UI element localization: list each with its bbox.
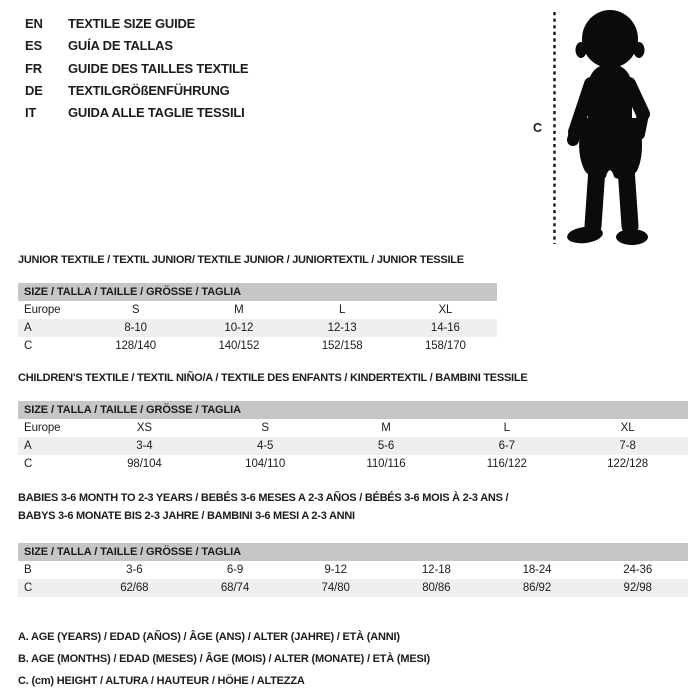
size-header-bar: SIZE / TALLA / TAILLE / GRÖSSE / TAGLIA [18, 283, 497, 301]
size-cell: L [338, 304, 346, 316]
language-row-fr [25, 58, 248, 80]
row-label: C [24, 582, 33, 594]
table-title: JUNIOR TEXTILE / TEXTIL JUNIOR/ TEXTILE JUNIOR / JUNIORTEXTIL / JUNIOR TESSILE [18, 254, 464, 266]
row-label: B [24, 564, 32, 576]
childrens-textile-table [18, 369, 688, 473]
height-cell: 104/110 [245, 458, 286, 470]
age-cell: 10-12 [224, 322, 254, 334]
height-cell: 122/128 [607, 458, 649, 470]
table-row [18, 579, 688, 597]
months-cell: 6-9 [226, 564, 244, 576]
age-cell: 14-16 [430, 322, 460, 334]
footnote-legend [18, 626, 430, 692]
language-row-de [25, 80, 248, 102]
spacer [18, 525, 688, 543]
table-row [18, 437, 688, 455]
language-code: DE [25, 82, 43, 98]
language-label: GUÍA DE TALLAS [68, 38, 173, 54]
size-cell: L [503, 422, 510, 434]
table-row [18, 419, 688, 437]
size-cell: S [131, 304, 140, 316]
table-title-line1: BABIES 3-6 MONTH TO 2-3 YEARS / BEBÉS 3-6 MESES A 2-3 AÑOS / BÉBÉS 3-6 MOIS À 2-3 ANS / [18, 492, 509, 504]
language-code: EN [25, 16, 43, 31]
language-row-en [25, 13, 248, 35]
table-title-line2: BABYS 3-6 MONATE BIS 2-3 JAHRE / BAMBINI 3-6 MESI A 2-3 ANNI [18, 510, 355, 522]
height-cell: 152/158 [321, 340, 363, 352]
language-list [25, 13, 248, 124]
height-cell: 68/74 [220, 582, 250, 594]
size-cell: XL [620, 422, 635, 434]
months-cell: 18-24 [522, 564, 552, 576]
age-cell: 3-4 [136, 440, 153, 452]
size-cell: S [261, 422, 269, 434]
height-measure-dashed-line [552, 12, 557, 244]
table-row [18, 319, 497, 337]
language-row-it [25, 102, 248, 124]
language-row-es [25, 35, 248, 57]
row-label: C [24, 458, 33, 470]
height-cell: 74/80 [321, 582, 350, 594]
table-title: CHILDREN'S TEXTILE / TEXTIL NIÑO/A / TEXTILE DES ENFANTS / KINDERTEXTIL / BAMBINI TESSILE [18, 372, 528, 384]
table-row [18, 301, 497, 319]
language-label: GUIDE DES TAILLES TEXTILE [68, 60, 249, 76]
height-cell: 98/104 [127, 458, 162, 470]
age-cell: 7-8 [619, 440, 636, 452]
size-header-bar: SIZE / TALLA / TAILLE / GRÖSSE / TAGLIA [18, 543, 688, 561]
months-cell: 12-18 [421, 564, 451, 576]
height-cell: 116/122 [486, 458, 527, 470]
height-measure-label: C [533, 121, 543, 135]
months-cell: 9-12 [324, 564, 347, 576]
language-label: TEXTILGRÖßENFÜHRUNG [68, 82, 230, 98]
footnote-c: C. (cm) HEIGHT / ALTURA / HAUTEUR / HÖHE / ALTEZZA [18, 675, 305, 687]
footnote-a: A. AGE (YEARS) / EDAD (AÑOS) / ÂGE (ANS) / ALTER (JAHRE) / ETÀ (ANNI) [18, 631, 400, 643]
language-label: GUIDA ALLE TAGLIE TESSILI [68, 105, 245, 121]
footnote-b: B. AGE (MONTHS) / EDAD (MESES) / ÂGE (MOIS) / ALTER (MONATE) / ETÀ (MESI) [18, 653, 430, 665]
size-cell: XL [438, 304, 453, 316]
size-cell: M [234, 304, 244, 316]
size-cell: XS [136, 422, 152, 434]
language-code: IT [25, 105, 37, 121]
row-label: Europe [24, 304, 61, 316]
size-cell: M [381, 422, 391, 434]
babies-textile-table [18, 489, 688, 597]
months-cell: 3-6 [126, 564, 143, 576]
height-cell: 128/140 [115, 340, 157, 352]
size-header-bar: SIZE / TALLA / TAILLE / GRÖSSE / TAGLIA [18, 401, 688, 419]
spacer [18, 387, 688, 401]
language-code: FR [25, 60, 42, 76]
language-label: TEXTILE SIZE GUIDE [68, 16, 196, 31]
age-cell: 12-13 [327, 322, 357, 334]
age-cell: 5-6 [377, 440, 395, 452]
height-cell: 140/152 [218, 340, 260, 352]
height-cell: 92/98 [623, 582, 652, 594]
months-cell: 24-36 [623, 564, 653, 576]
height-cell: 80/86 [422, 582, 451, 594]
row-label: C [24, 340, 33, 352]
height-cell: 110/116 [366, 458, 406, 470]
toddler-silhouette [560, 8, 670, 246]
height-cell: 158/170 [424, 340, 466, 352]
height-cell: 86/92 [522, 582, 552, 594]
spacer [18, 269, 497, 283]
table-row [18, 337, 497, 355]
row-label: A [24, 322, 32, 334]
age-cell: 8-10 [124, 322, 147, 334]
row-label: Europe [24, 422, 61, 434]
language-code: ES [25, 38, 42, 54]
junior-textile-table [18, 251, 497, 355]
age-cell: 4-5 [257, 440, 274, 452]
age-cell: 6-7 [498, 440, 515, 452]
table-row [18, 455, 688, 473]
table-row [18, 561, 688, 579]
row-label: A [24, 440, 32, 452]
height-cell: 62/68 [120, 582, 149, 594]
